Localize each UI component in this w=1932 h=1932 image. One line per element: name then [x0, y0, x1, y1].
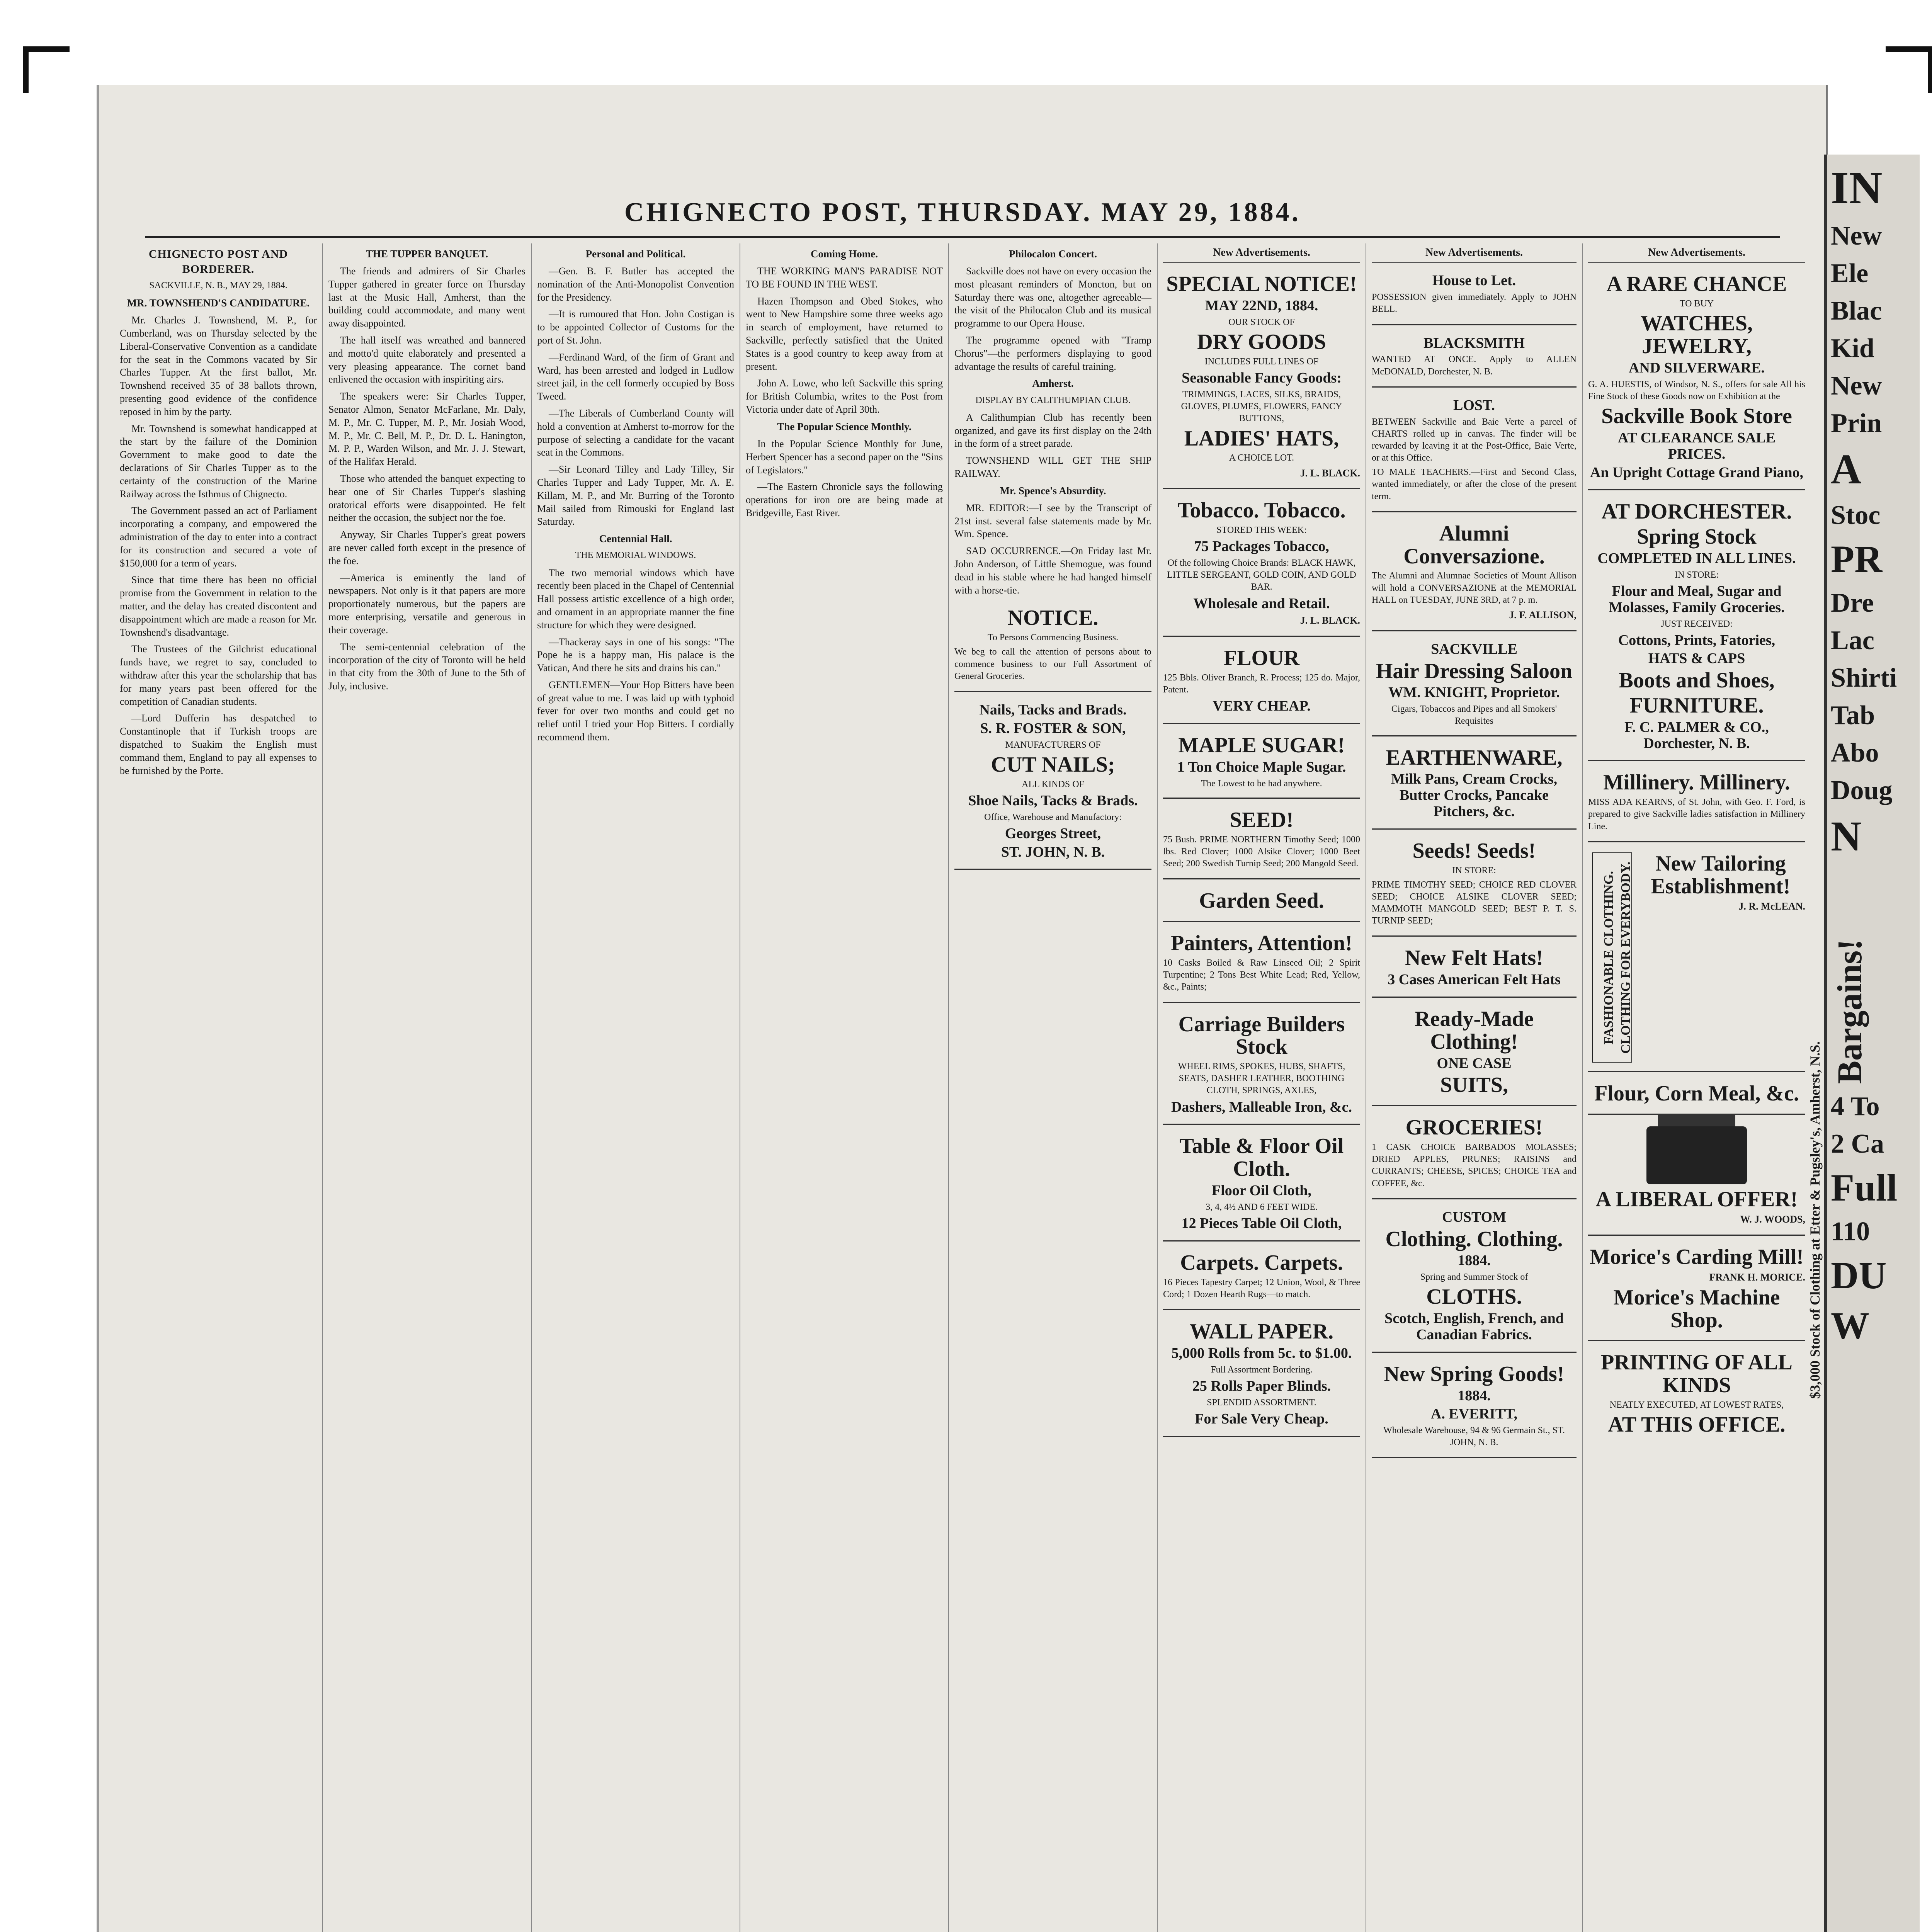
article-paragraph: —The Liberals of Cumberland County will hold a convention at Amherst to-morrow for the purpose of selecting a candidate for the vacant seat in the Commons.	[537, 408, 734, 458]
ad-our-stock: OUR STOCK OF	[1228, 317, 1295, 327]
ad-lost	[1372, 391, 1577, 512]
ad-maple-body: 1 Ton Choice Maple Sugar.	[1177, 759, 1346, 775]
ad-instore: IN STORE:	[1675, 570, 1719, 580]
ad-lost-title: LOST.	[1453, 397, 1495, 413]
vertical-clothing-text: FASHIONABLE CLOTHING. CLOTHING FOR EVERYBODY.	[1602, 861, 1633, 1054]
article-paragraph: —Sir Leonard Tilley and Lady Tilley, Sir Charles Tupper and Lady Tupper, Mr. A. E. Killam, M. P., and Mr. Burring of the Toronto Mail sailed from Rimouski for England last Saturday.	[537, 464, 734, 527]
ad-stove	[1588, 1119, 1805, 1236]
dateline: SACKVILLE, N. B., MAY 29, 1884.	[149, 281, 287, 291]
ad-felt-sub: 3 Cases American Felt Hats	[1388, 971, 1561, 988]
ad-foster	[954, 696, 1151, 870]
ad-foster-name: S. R. FOSTER & SON,	[980, 720, 1126, 736]
ad-morice: FRANK H. MORICE.	[1709, 1272, 1805, 1283]
fragment-text-vertical: Bargains!	[1831, 939, 1869, 1084]
ad-woods: W. J. WOODS,	[1740, 1214, 1805, 1225]
fragment-text: New	[1831, 221, 1882, 251]
ad-completed: COMPLETED IN ALL LINES.	[1597, 550, 1796, 566]
ad-house-title: House to Let.	[1432, 272, 1516, 289]
ad-garden-title: Garden Seed.	[1199, 889, 1324, 913]
subhead-memorial-windows: THE MEMORIAL WINDOWS.	[575, 550, 696, 561]
fragment-text: DU	[1831, 1254, 1887, 1297]
ad-spring-stock: Spring Stock	[1637, 525, 1757, 549]
headline-personal-political: Personal and Political.	[585, 248, 686, 260]
ad-at-office: AT THIS OFFICE.	[1608, 1413, 1786, 1437]
article-paragraph: Hazen Thompson and Obed Stokes, who went to New Hampshire some three weeks ago in search of employment, have returned to Sackville, perfectly satisfied that the United States is a good country to keep away from at present.	[746, 295, 943, 372]
article-paragraph: TOWNSHEND WILL GET THE SHIP RAILWAY.	[954, 455, 1151, 479]
article-paragraph: —Gen. B. F. Butler has accepted the nomination of the Anti-Monopolist Convention for the Presidency.	[537, 265, 734, 303]
fragment-text: N	[1831, 813, 1862, 860]
ad-rolls: 5,000 Rolls from 5c. to $1.00.	[1171, 1345, 1352, 1361]
ad-stored: STORED THIS WEEK:	[1216, 525, 1307, 536]
ad-notice	[954, 600, 1151, 692]
column-2	[323, 243, 532, 1932]
headline-amherst: Amherst.	[1032, 378, 1074, 389]
ad-everitt-addr: Wholesale Warehouse, 94 & 96 Germain St., ST. JOHN, N. B.	[1383, 1425, 1565, 1448]
ad-tobacco-title: Tobacco. Tobacco.	[1177, 498, 1346, 523]
ad-brands: Of the following Choice Brands: BLACK HAWK, LITTLE SERGEANT, GOLD COIN, AND GOLD BAR.	[1167, 558, 1356, 592]
vertical-side-advert: $3,000 Stock of Clothing at Etter & Pugsley's, Amherst, N.S.	[1807, 1041, 1823, 1399]
ad-hats-caps: HATS & CAPS	[1648, 650, 1745, 667]
ad-maple	[1163, 728, 1360, 799]
article-paragraph: The Trustees of the Gilchrist educational funds have, we regret to say, concluded to withdraw after this year the scholarship that has for many years past been offered for the competition of Canadian students.	[120, 643, 317, 707]
ad-special-date: MAY 22ND, 1884.	[1205, 298, 1318, 314]
fragment-text: Shirti	[1831, 663, 1897, 693]
fragment-text: Lac	[1831, 626, 1874, 655]
ad-huestis: G. A. HUESTIS, of Windsor, N. S., offers for sale All his Fine Stock of these Goods now on Exhibition at the	[1588, 379, 1805, 401]
ad-flour-title: FLOUR	[1224, 646, 1299, 670]
ad-floor: Floor Oil Cloth,	[1212, 1182, 1311, 1199]
crop-mark-top-right	[1928, 46, 1932, 93]
ad-wallpaper-title: WALL PAPER.	[1189, 1320, 1334, 1344]
ad-seeds-list: PRIME TIMOTHY SEED; CHOICE RED CLOVER SEED; CHOICE ALSIKE CLOVER SEED; MAMMOTH MANGOLD SEED; BEST P. T. S. TURNIP SEED;	[1372, 879, 1577, 926]
stove-illustration	[1646, 1126, 1747, 1184]
fragment-text: Blac	[1831, 296, 1882, 326]
fragment-text: Abo	[1831, 738, 1879, 768]
ad-seed-body: 75 Bush. PRIME NORTHERN Timothy Seed; 1000 lbs. Red Clover; 1000 Alsike Clover; 1000 Beet Seed; 200 Swedish Turnip Seed; 200 Mangold Seed.	[1163, 834, 1360, 869]
ad-bookstore: Sackville Book Store	[1601, 404, 1792, 429]
ad-knight: WM. KNIGHT, Proprietor.	[1388, 684, 1560, 701]
article-paragraph: John A. Lowe, who left Sackville this spring for British Columbia, writes to the Post from Victoria under date of April 30th.	[746, 378, 943, 415]
ad-groceries-body: 1 CASK CHOICE BARBADOS MOLASSES; DRIED APPLES, PRUNES; RAISINS and CURRANTS; CHEESE, SPICES; CHOICE TEA and COFFEE, &c.	[1372, 1142, 1577, 1189]
column-3	[532, 243, 740, 1932]
ad-includes: INCLUDES FULL LINES OF	[1204, 356, 1319, 367]
ad-readymade-title: Ready-Made Clothing!	[1415, 1007, 1534, 1054]
ad-garden	[1163, 883, 1360, 922]
ad-clearance: AT CLEARANCE SALE PRICES.	[1617, 429, 1776, 462]
article-paragraph: The semi-centennial celebration of the incorporation of the city of Toronto will be held in that city from the 30th of June to the 5th of July, inclusive.	[328, 641, 526, 692]
ad-seed-title: SEED!	[1230, 808, 1294, 832]
ad-alumni	[1372, 516, 1577, 631]
ad-fancy-list: TRIMMINGS, LACES, SILKS, BRAIDS, GLOVES, PLUMES, FLOWERS, FANCY BUTTONS,	[1181, 389, 1342, 424]
ad-spring-summer: Spring and Summer Stock of	[1420, 1272, 1528, 1282]
ad-readymade	[1372, 1002, 1577, 1106]
article-paragraph: —It is rumoured that Hon. John Costigan is to be appointed Collector of Customs for the port of St. John.	[537, 308, 734, 346]
fragment-text: Stoc	[1831, 500, 1881, 530]
ad-painters-title: Painters, Attention!	[1171, 931, 1352, 956]
article-paragraph: —Thackeray says in one of his songs: "The Pope he is a happy man, His palace is the Vatican, And there he sits and drains his can."	[537, 636, 734, 674]
ad-street: Georges Street,	[1005, 825, 1101, 842]
ad-painters	[1163, 926, 1360, 1003]
fragment-text: Dre	[1831, 588, 1874, 618]
column-8	[1583, 243, 1811, 1932]
headline-coming-home: Coming Home.	[811, 248, 878, 260]
ad-cloths: CLOTHS.	[1426, 1285, 1522, 1309]
ad-carpets-title: Carpets. Carpets.	[1180, 1250, 1343, 1275]
article-paragraph: The two memorial windows which have recently been placed in the Chapel of Centennial Hall possess artistic excellence of a high order, and ornament in an appropriate manner the fine structure for which they were designed.	[537, 567, 734, 631]
ad-millinery	[1588, 765, 1805, 842]
ad-lost-body: BETWEEN Sackville and Baie Verte a parcel of CHARTS rolled up in canvas. The finder will be rewarded by leaving it at the Post-Office, Baie Verte, or at this Office.	[1372, 417, 1577, 463]
ad-rare-title: A RARE CHANCE	[1606, 272, 1787, 296]
ad-full-assort: Full Assortment Bordering.	[1211, 1364, 1313, 1375]
ad-painters-body: 10 Casks Boiled & Raw Linseed Oil; 2 Spirit Turpentine; 2 Tons Best White Lead; Red, Yellow, &c., Paints;	[1163, 957, 1360, 992]
ad-suits: SUITS,	[1440, 1073, 1508, 1097]
ad-neatly: NEATLY EXECUTED, AT LOWEST RATES,	[1609, 1400, 1784, 1410]
ad-printing-title: PRINTING OF ALL KINDS	[1601, 1350, 1793, 1398]
article-paragraph: —Ferdinand Ward, of the firm of Grant and Ward, has been arrested and lodged in Ludlow street jail, in the cell formerly occupied by Boss Tweed.	[537, 351, 734, 402]
ad-maple-title: MAPLE SUGAR!	[1178, 733, 1345, 758]
fragment-text: PR	[1831, 537, 1883, 580]
ad-shoe-nails: Shoe Nails, Tacks & Brads.	[968, 792, 1138, 809]
article-paragraph: —Lord Dufferin has despatched to Constantinople that if Turkish troops are dispatched to Suakim the English must command them, England to pay all expenses to be furnished by the Porte.	[120, 713, 317, 776]
masthead-rule	[145, 236, 1780, 238]
ad-millinery-body: MISS ADA KEARNS, of St. John, with Geo. F. Ford, is prepared to give Sackville ladies satisfaction in Millinery Line.	[1588, 797, 1805, 832]
ad-seed	[1163, 803, 1360, 879]
ad-carding-title: Morice's Carding Mill!	[1590, 1245, 1804, 1269]
ad-spring-goods-title: New Spring Goods!	[1384, 1362, 1565, 1386]
ad-custom-clothing	[1372, 1203, 1577, 1353]
fragment-text: 2 Ca	[1831, 1129, 1884, 1159]
ad-groceries-title: GROCERIES!	[1405, 1116, 1543, 1140]
vertical-clothing-box	[1592, 852, 1632, 1063]
ad-house	[1372, 267, 1577, 325]
ad-milk: Milk Pans, Cream Crocks, Butter Crocks, Pancake Pitchers, &c.	[1391, 771, 1558, 820]
ad-city: ST. JOHN, N. B.	[1001, 844, 1105, 860]
fragment-text: New	[1831, 371, 1882, 401]
ad-felt-title: New Felt Hats!	[1405, 946, 1543, 970]
ad-house-body: POSSESSION given immediately. Apply to JOHN BELL.	[1372, 292, 1577, 315]
article-paragraph: The hall itself was wreathed and bannered and motto'd quite elaborately and presented a very pleasing appearance. The cornet band enlivened the occasion with inspiriting airs.	[328, 335, 526, 385]
ad-custom: CUSTOM	[1442, 1209, 1507, 1225]
article-paragraph: The friends and admirers of Sir Charles Tupper gathered in greater force on Thursday last at the Music Hall, Amherst, than the building could accommodate, and many went away disappointed.	[328, 265, 526, 329]
crop-mark-top-left	[23, 46, 29, 93]
ad-liberal-offer: A LIBERAL OFFER!	[1595, 1187, 1798, 1211]
ad-palmer: F. C. PALMER & CO., Dorchester, N. B.	[1624, 719, 1769, 752]
ad-carpets	[1163, 1245, 1360, 1310]
ad-packages: 75 Packages Tobacco,	[1194, 538, 1329, 555]
masthead: CHIGNECTO POST, THURSDAY. MAY 29, 1884.	[624, 197, 1301, 227]
ad-splendid: SPLENDID ASSORTMENT.	[1207, 1397, 1316, 1408]
ad-boots: Boots and Shoes,	[1619, 668, 1775, 693]
ad-carpets-body: 16 Pieces Tapestry Carpet; 12 Union, Wool, & Three Cord; 1 Dozen Hearth Rugs—to match.	[1163, 1277, 1360, 1299]
ad-blacksmith-title: BLACKSMITH	[1423, 335, 1525, 351]
ad-rare-chance	[1588, 267, 1805, 490]
ad-blacksmith	[1372, 329, 1577, 388]
ad-alumni-body: The Alumni and Alumnae Societies of Mount Allison will hold a CONVERSAZIONE at the MEMORIAL HALL on TUESDAY, JUNE 3RD, at 7 p. m.	[1372, 571, 1577, 605]
fragment-text: Full	[1831, 1166, 1898, 1209]
article-paragraph: Those who attended the banquet expecting to hear one of Sir Charles Tupper's slashing oratorical efforts were disappointed. He felt neither the occasion, the subject nor the foe.	[328, 473, 526, 524]
newspaper-page	[97, 85, 1828, 1932]
ad-office: Office, Warehouse and Manufactory:	[984, 812, 1122, 822]
ad-carriage-title: Carriage Builders Stock	[1178, 1012, 1345, 1059]
headline-philocalon-concert: Philocalon Concert.	[1009, 248, 1097, 260]
article-paragraph: THE WORKING MAN'S PARADISE NOT TO BE FOUND IN THE WEST.	[746, 265, 943, 290]
headline-candidature: MR. TOWNSHEND'S CANDIDATURE.	[127, 297, 310, 309]
ad-carding	[1588, 1240, 1805, 1341]
ad-floor-sub: 3, 4, 4½ AND 6 FEET WIDE.	[1206, 1202, 1318, 1212]
ad-seeds	[1372, 833, 1577, 937]
ad-everitt: A. EVERITT,	[1430, 1406, 1518, 1422]
article-paragraph: The programme opened with "Tramp Chorus"—the performers displaying to good advantage the results of careful training.	[954, 335, 1151, 372]
fragment-text: Prin	[1831, 408, 1882, 438]
ad-choice-lot: A CHOICE LOT.	[1229, 453, 1294, 463]
ad-flour	[1163, 641, 1360, 724]
ad-flour-oatmeal-title: Flour, Corn Meal, &c.	[1594, 1081, 1799, 1105]
ad-maple-sub: The Lowest to be had anywhere.	[1201, 778, 1322, 789]
column-4	[740, 243, 949, 1932]
article-paragraph: Anyway, Sir Charles Tupper's great powers are never called forth except in the presence of the foe.	[328, 529, 526, 566]
headline-tupper-banquet: THE TUPPER BANQUET.	[366, 248, 488, 260]
fragment-text: Tab	[1831, 701, 1875, 730]
ad-very-cheap: VERY CHEAP.	[1213, 698, 1311, 714]
ad-flour-oatmeal	[1588, 1076, 1805, 1115]
ad-to-buy: TO BUY	[1679, 299, 1714, 309]
ad-millinery-title: Millinery. Millinery.	[1603, 770, 1790, 795]
ad-earthenware	[1372, 740, 1577, 830]
article-paragraph: —The Eastern Chronicle says the following operations for iron ore are being made at Bridgeville, East River.	[746, 481, 943, 519]
article-paragraph: —America is eminently the land of newspapers. Not only is it that papers are more proportionately numerous, but the papers are more enterprising, versatile and generous in their coverage.	[328, 572, 526, 636]
ad-tobacco	[1163, 493, 1360, 637]
article-paragraph: The Government passed an act of Parliament incorporating a company, and empowered the administration of the day to enter into a contract for its construction and secured a vote of $150,000 for a term of years.	[120, 505, 317, 569]
ad-felt	[1372, 940, 1577, 998]
fragment-text: IN	[1831, 162, 1883, 213]
ad-earthen-title: EARTHENWARE,	[1386, 745, 1563, 770]
fragment-text: 4 To	[1831, 1092, 1880, 1121]
ad-fancy-goods: Seasonable Fancy Goods:	[1182, 370, 1342, 386]
ad-foster-sub: MANUFACTURERS OF	[1005, 740, 1101, 750]
fragment-text: 110	[1831, 1217, 1870, 1247]
article-paragraph: Mr. Townshend is somewhat handicapped at the start by the failure of the Dominion Government to make good to date the declarations of Sir Charles Tupper as to the certainty of the construction of the Marine Railway across the Isthmus of Chignecto.	[120, 423, 317, 500]
ad-table-oil: 12 Pieces Table Oil Cloth,	[1181, 1215, 1342, 1232]
fragment-text: Doug	[1831, 776, 1893, 805]
ad-flour-meal: Flour and Meal, Sugar and Molasses, Family Groceries.	[1609, 583, 1785, 616]
ad-seeds-instore: IN STORE:	[1452, 865, 1496, 876]
ad-signature: J. L. BLACK.	[1300, 467, 1360, 479]
ad-furniture: FURNITURE.	[1629, 694, 1764, 718]
ad-dry-goods: DRY GOODS	[1197, 330, 1326, 354]
ad-clothing: Clothing. Clothing.	[1385, 1227, 1563, 1251]
subhead-calithumpian: DISPLAY BY CALITHUMPIAN CLUB.	[975, 395, 1131, 405]
ad-carriage	[1163, 1007, 1360, 1125]
ad-cottons: Cottons, Prints, Fatories,	[1618, 632, 1776, 648]
ad-blinds: 25 Rolls Paper Blinds.	[1192, 1378, 1331, 1394]
ad-blacksmith-body: WANTED AT ONCE. Apply to ALLEN McDONALD, Dorchester, N. B.	[1372, 354, 1577, 377]
ad-spring-goods-year: 1884.	[1458, 1387, 1491, 1404]
article-paragraph: Sackville does not have on every occasion the most pleasant reminders of Moncton, but on Saturday there was one, altogether agreeable—the visit of the Philocalon Club and its musical programme to our Opera House.	[954, 265, 1151, 329]
ad-special-title: SPECIAL NOTICE!	[1166, 272, 1357, 296]
article-paragraph: The speakers were: Sir Charles Tupper, Senator Almon, Senator McFarlane, Mr. Daly, M. P., Mr. C. Tupper, M. P., Mr. Josiah Wood, M. P., Mr. C. Bell, M. P., Dr. D. L. Hanington, M. P. P., Warden Wilson, and Mr. J. J. Stewart, of the Halifax Herald.	[328, 391, 526, 468]
ad-dorchester-title: AT DORCHESTER.	[1601, 500, 1792, 524]
ad-tailoring-title: New Tailoring Establishment!	[1651, 851, 1791, 898]
ad-dorchester	[1588, 494, 1805, 761]
article-paragraph: SAD OCCURRENCE.—On Friday last Mr. John Anderson, of Little Shemogue, was found dead in his stable where he had hanged himself with a horse-tie.	[954, 545, 1151, 596]
ad-mclean: J. R. McLEAN.	[1738, 901, 1805, 912]
section-header: New Advertisements.	[1372, 246, 1577, 263]
ad-nails-title: Nails, Tacks and Brads.	[979, 701, 1127, 718]
fragment-text: Ele	[1831, 259, 1869, 288]
ad-alumni-title: Alumni Conversazione.	[1403, 521, 1545, 568]
fragment-text: W	[1831, 1304, 1869, 1347]
crop-mark-top-left-h	[23, 46, 70, 52]
headline-spence-absurdity: Mr. Spence's Absurdity.	[1000, 485, 1106, 497]
ad-cut-nails: CUT NAILS;	[991, 752, 1115, 777]
ad-flour-body: 125 Bbls. Oliver Branch, R. Process; 125 do. Major, Patent.	[1163, 673, 1360, 695]
ad-one-case: ONE CASE	[1437, 1055, 1512, 1071]
ad-notice-subtitle: To Persons Commencing Business.	[987, 633, 1119, 643]
ad-for-sale: For Sale Very Cheap.	[1195, 1410, 1328, 1427]
section-header: New Advertisements.	[1588, 246, 1805, 263]
section-header: New Advertisements.	[1163, 246, 1360, 263]
article-paragraph: A Calithumpian Club has recently been organized, and gave its first display on the 24th in the form of a street parade.	[954, 412, 1151, 449]
ad-allison: J. F. ALLISON,	[1509, 609, 1577, 621]
crop-mark-top-right-h	[1886, 46, 1932, 52]
ad-wallpaper	[1163, 1314, 1360, 1437]
article-paragraph: In the Popular Science Monthly for June, Herbert Spencer has a second paper on the "Sins of Legislators."	[746, 438, 943, 476]
ad-just: JUST RECEIVED:	[1661, 619, 1733, 629]
article-paragraph: GENTLEMEN—Your Hop Bitters have been of great value to me. I was laid up with typhoid fever for over two months and could get no relief until I tried your Hop Bitters. I cordially recommend them.	[537, 679, 734, 743]
ad-table-title: Table & Floor Oil Cloth.	[1179, 1134, 1344, 1181]
ad-notice-body: We beg to call the attention of persons about to commence business to our Full Assortment of General Groceries.	[954, 647, 1151, 681]
ad-piano: An Upright Cottage Grand Piano,	[1590, 464, 1804, 481]
ad-teachers: TO MALE TEACHERS.—First and Second Class, wanted immediately, or after the close of the present term.	[1372, 467, 1577, 502]
ad-seeds-title: Seeds! Seeds!	[1412, 838, 1536, 863]
ad-oil-cloth	[1163, 1129, 1360, 1241]
paper-title: CHIGNECTO POST AND BORDERER.	[148, 248, 288, 276]
article-paragraph: MR. EDITOR:—I see by the Transcript of 21st inst. several false statements made by Mr. Wm. Spence.	[954, 502, 1151, 540]
ad-hair	[1372, 635, 1577, 736]
ad-silverware: AND SILVERWARE.	[1628, 359, 1765, 376]
headline-popular-science: The Popular Science Monthly.	[777, 420, 912, 432]
ad-ladies-hats: LADIES' HATS,	[1184, 426, 1339, 451]
ad-notice-title: NOTICE.	[1007, 606, 1099, 630]
ad-scotch: Scotch, English, French, and Canadian Fabrics.	[1384, 1310, 1564, 1343]
ad-wholesale: Wholesale and Retail.	[1193, 595, 1330, 612]
ad-sackville: SACKVILLE	[1431, 641, 1517, 657]
ad-signature: J. L. BLACK.	[1300, 615, 1360, 626]
column-7	[1366, 243, 1583, 1932]
article-paragraph: Mr. Charles J. Townshend, M. P., for Cumberland, was on Thursday selected by the Liberal-Conservative Convention as a candidate for the seat in the Commons vacated by Sir Charles Tupper. At the first ballot, Mr. Townshend received 35 of 38 ballots thrown, presenting good evidence of the confidence reposed in him by the party.	[120, 315, 317, 417]
ad-groceries	[1372, 1110, 1577, 1199]
fragment-text: Kid	[1831, 333, 1874, 363]
ad-special-notice	[1163, 267, 1360, 489]
headline-centennial-hall: Centennial Hall.	[599, 533, 672, 545]
ad-carriage-body: WHEEL RIMS, SPOKES, HUBS, SHAFTS, SEATS, DASHER LEATHER, BOOTHING CLOTH, SPRINGS, AXLES,	[1178, 1061, 1345, 1096]
article-paragraph: Since that time there has been no official promise from the Government in relation to the matter, and the delay has created discontent and disappointment which are made a reason for Mr. Townshend's disadvantage.	[120, 574, 317, 638]
ad-tailoring	[1588, 846, 1805, 1072]
ad-dashers: Dashers, Malleable Iron, &c.	[1171, 1099, 1352, 1115]
column-5	[949, 243, 1158, 1932]
ad-year: 1884.	[1458, 1252, 1491, 1269]
ad-cigars: Cigars, Tobaccos and Pipes and all Smokers' Requisites	[1391, 704, 1557, 726]
ad-spring-goods	[1372, 1357, 1577, 1458]
adjacent-page-strip	[1824, 155, 1920, 1932]
ad-cut-sub: ALL KINDS OF	[1022, 779, 1084, 789]
ad-watches: WATCHES, JEWELRY,	[1641, 311, 1753, 359]
column-6	[1158, 243, 1366, 1932]
fragment-text: A	[1831, 446, 1862, 493]
ad-hair-title: Hair Dressing Saloon	[1376, 659, 1573, 683]
column-1	[114, 243, 323, 1932]
ad-printing	[1588, 1345, 1805, 1445]
ad-machine-title: Morice's Machine Shop.	[1613, 1285, 1780, 1332]
